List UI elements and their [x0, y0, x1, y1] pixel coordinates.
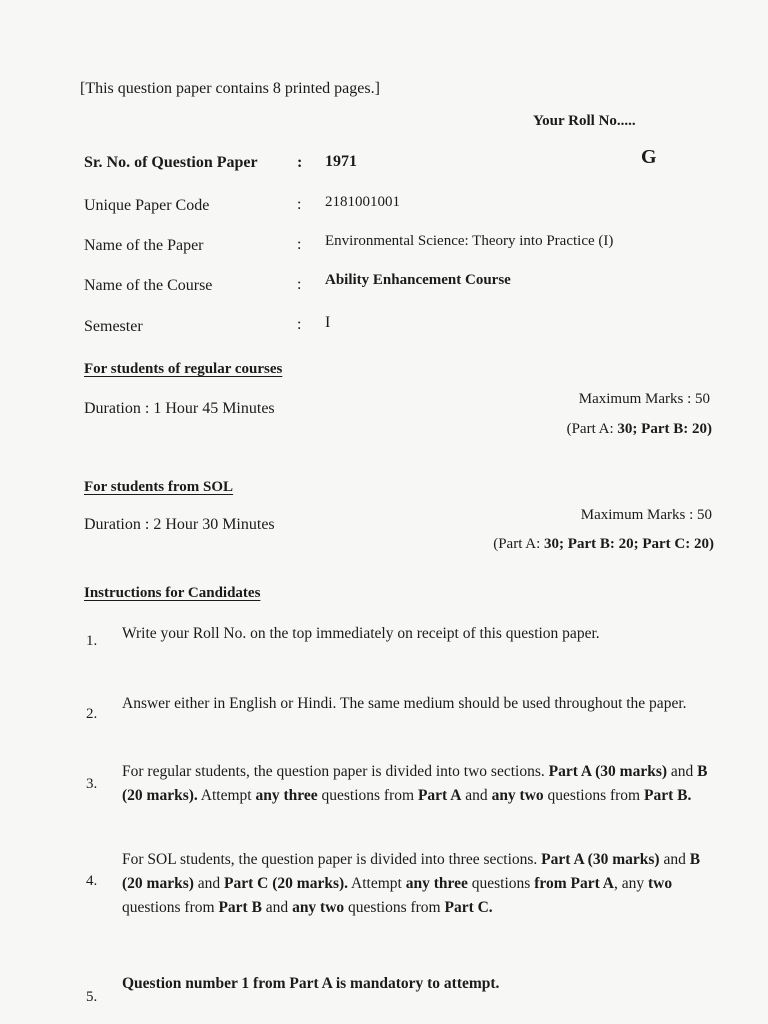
text-segment: questions — [467, 875, 535, 892]
text-segment: any two — [491, 787, 544, 804]
text-segment: any three — [405, 875, 468, 892]
text-segment: B (20 marks) — [122, 851, 701, 892]
text-segment: and — [659, 851, 690, 868]
text-segment: any three — [255, 787, 318, 804]
text-segment: and — [667, 763, 698, 780]
sol-students-heading: For students from SOL — [84, 479, 234, 495]
set-letter: G — [641, 146, 657, 168]
part-a-prefix: (Part A: — [493, 536, 545, 552]
info-value: Ability Enhancement Course — [325, 272, 511, 288]
info-label: Unique Paper Code — [84, 197, 210, 214]
text-segment: questions from — [543, 787, 644, 804]
instructions-heading: Instructions for Candidates — [84, 585, 261, 601]
info-separator: : — [297, 236, 302, 253]
text-segment: and — [461, 787, 492, 804]
item-text: Write your Roll No. on the top immediately on receipt of this question paper. — [122, 625, 600, 642]
text-segment: Part A (30 marks) — [548, 763, 668, 780]
part-b-label: Part B: — [637, 421, 689, 437]
text-segment: Part C (20 marks). — [224, 875, 349, 892]
sol-duration: Duration : 2 Hour 30 Minutes — [84, 516, 275, 533]
item-text — [122, 760, 716, 808]
item-number: 2. — [86, 706, 98, 722]
text-segment: B (20 marks). — [122, 763, 708, 804]
text-segment: For regular students, the question paper is divided into two sections. — [122, 763, 549, 780]
sol-max-marks: Maximum Marks : 50 — [580, 507, 712, 523]
roll-number-label: Your Roll No..... — [533, 113, 636, 129]
regular-marks-breakdown — [567, 421, 712, 438]
part-a-marks: 30; — [617, 421, 638, 437]
text-segment: Part A (30 marks) — [541, 851, 660, 868]
text-segment: Part C. — [444, 899, 493, 916]
text-segment: questions from — [344, 899, 445, 916]
part-b-marks: 20) — [688, 421, 712, 437]
part-c-marks: Part C: 20) — [638, 536, 714, 552]
text-segment: Question number 1 from Part A is mandatory to attempt. — [122, 975, 500, 992]
item-text: Answer either in English or Hindi. The same medium should be used throughout the paper. — [122, 695, 687, 712]
info-label: Name of the Course — [84, 277, 213, 294]
item-text — [122, 972, 716, 995]
regular-max-marks: Maximum Marks : 50 — [578, 391, 710, 407]
text-segment: Part A — [417, 787, 462, 804]
info-separator: : — [297, 154, 303, 171]
item-number: 4. — [86, 873, 98, 889]
text-segment: questions from — [122, 899, 219, 916]
text-segment: Part B. — [643, 787, 692, 804]
item-number: 1. — [86, 633, 98, 649]
sol-marks-breakdown — [493, 536, 714, 553]
info-value: 2181001001 — [325, 194, 400, 210]
regular-students-heading: For students of regular courses — [84, 361, 283, 377]
text-segment: For SOL students, the question paper is divided into three sections. — [122, 851, 542, 868]
text-segment: Attempt — [197, 787, 256, 804]
item-number: 3. — [86, 776, 98, 792]
regular-duration: Duration : 1 Hour 45 Minutes — [84, 400, 275, 417]
text-segment: from Part A — [534, 875, 614, 892]
text-segment: and — [193, 875, 225, 892]
info-label: Semester — [84, 318, 143, 335]
part-a-marks: 30; — [544, 536, 565, 552]
text-segment: and — [261, 899, 293, 916]
info-separator: : — [297, 316, 302, 333]
text-segment: , any — [613, 875, 648, 892]
item-text — [122, 848, 716, 920]
page-count-note: [This question paper contains 8 printed pages.] — [80, 80, 380, 97]
part-a-prefix: (Part A: — [566, 421, 618, 437]
part-b-marks: Part B: 20; — [564, 536, 639, 552]
text-segment: any two — [292, 899, 345, 916]
text-segment: questions from — [317, 787, 418, 804]
info-value: 1971 — [325, 153, 357, 170]
info-value: I — [325, 314, 331, 331]
info-label: Name of the Paper — [84, 237, 204, 254]
info-separator: : — [297, 276, 302, 293]
text-segment: Attempt — [348, 875, 406, 892]
info-label: Sr. No. of Question Paper — [84, 154, 258, 171]
text-segment: two — [647, 875, 673, 892]
info-separator: : — [297, 196, 302, 213]
item-number: 5. — [86, 989, 98, 1005]
text-segment: Part B — [218, 899, 262, 916]
info-value: Environmental Science: Theory into Practice (I) — [325, 233, 614, 249]
